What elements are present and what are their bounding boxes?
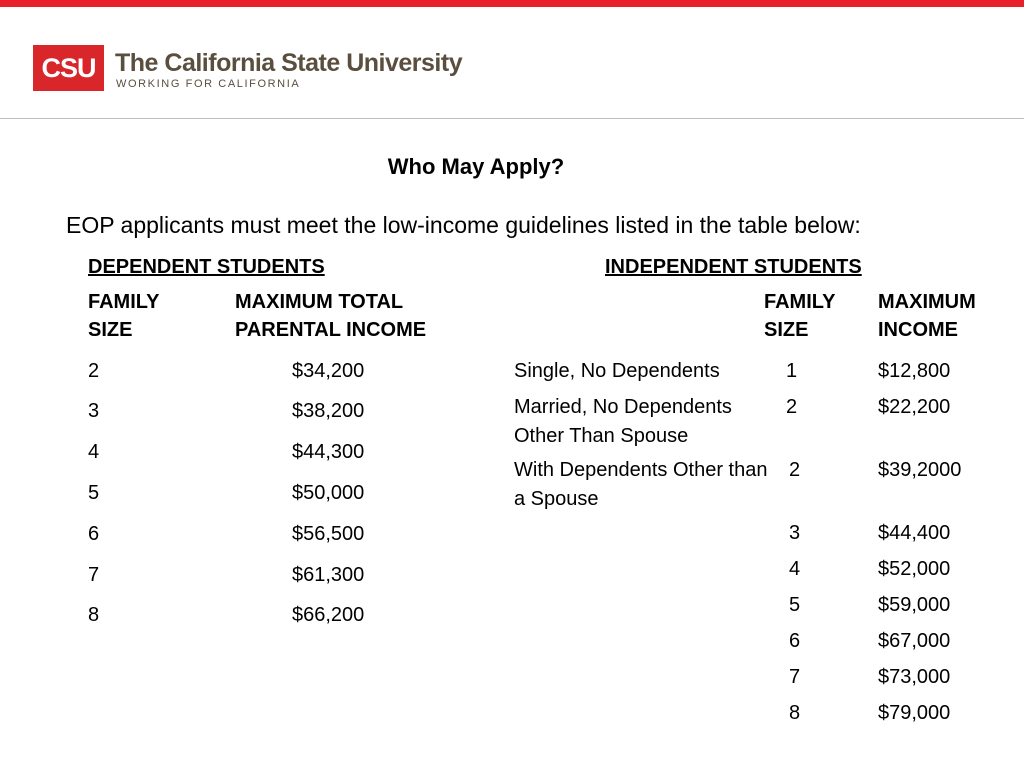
independent-row-size: 5 (789, 594, 801, 616)
independent-row-income: $59,000 (878, 594, 951, 616)
independent-row-label: Single, No Dependents (514, 360, 720, 382)
independent-header-income: MAXIMUM INCOME (878, 291, 976, 341)
page-title: Who May Apply? (387, 154, 565, 179)
dependent-row-size: 6 (88, 523, 100, 545)
independent-row-size: 1 (786, 360, 798, 382)
dependent-header-income: MAXIMUM TOTAL PARENTAL INCOME (235, 291, 427, 341)
independent-row-income: $73,000 (878, 666, 951, 688)
independent-row-income: $22,200 (878, 396, 951, 418)
independent-row-size: 6 (789, 630, 801, 652)
dependent-header-size: FAMILY SIZE (88, 291, 160, 341)
independent-row-size: 7 (789, 666, 801, 688)
independent-row-income: $67,000 (878, 630, 951, 652)
dependent-row-income: $38,200 (292, 400, 365, 422)
independent-row-label: Married, No Dependents Other Than Spouse (514, 396, 732, 447)
dependent-row-income: $61,300 (292, 564, 365, 586)
independent-title: INDEPENDENT STUDENTS (605, 256, 862, 278)
independent-row-income: $39,2000 (878, 459, 962, 481)
independent-row-size: 2 (786, 396, 798, 418)
independent-row-income: $12,800 (878, 360, 951, 382)
header-divider (0, 118, 1024, 119)
independent-row-size: 4 (789, 558, 801, 580)
dependent-row-income: $56,500 (292, 523, 365, 545)
dependent-title: DEPENDENT STUDENTS (88, 256, 325, 278)
dependent-row-income: $66,200 (292, 604, 365, 626)
independent-row-income: $79,000 (878, 702, 951, 724)
dependent-row-income: $50,000 (292, 482, 365, 504)
dependent-row-size: 2 (88, 360, 100, 382)
dependent-row-size: 5 (88, 482, 100, 504)
logo-title: The California State University (115, 49, 463, 77)
dependent-row-income: $44,300 (292, 441, 365, 463)
independent-row-size: 8 (789, 702, 801, 724)
independent-row-income: $44,400 (878, 522, 951, 544)
dependent-row-size: 4 (88, 441, 100, 463)
csu-logo-badge: CSU (33, 45, 104, 91)
intro-text: EOP applicants must meet the low-income guidelines listed in the table below: (66, 212, 861, 238)
dependent-row-size: 7 (88, 564, 100, 586)
dependent-row-size: 8 (88, 604, 100, 626)
independent-row-income: $52,000 (878, 558, 951, 580)
independent-row-label: With Dependents Other than a Spouse (514, 459, 768, 510)
dependent-row-income: $34,200 (292, 360, 365, 382)
independent-row-size: 3 (789, 522, 801, 544)
dependent-row-size: 3 (88, 400, 100, 422)
logo-subtitle: WORKING FOR CALIFORNIA (116, 78, 301, 90)
top-accent-bar (0, 0, 1024, 7)
independent-header-size: FAMILY SIZE (764, 291, 836, 341)
independent-row-size: 2 (789, 459, 801, 481)
